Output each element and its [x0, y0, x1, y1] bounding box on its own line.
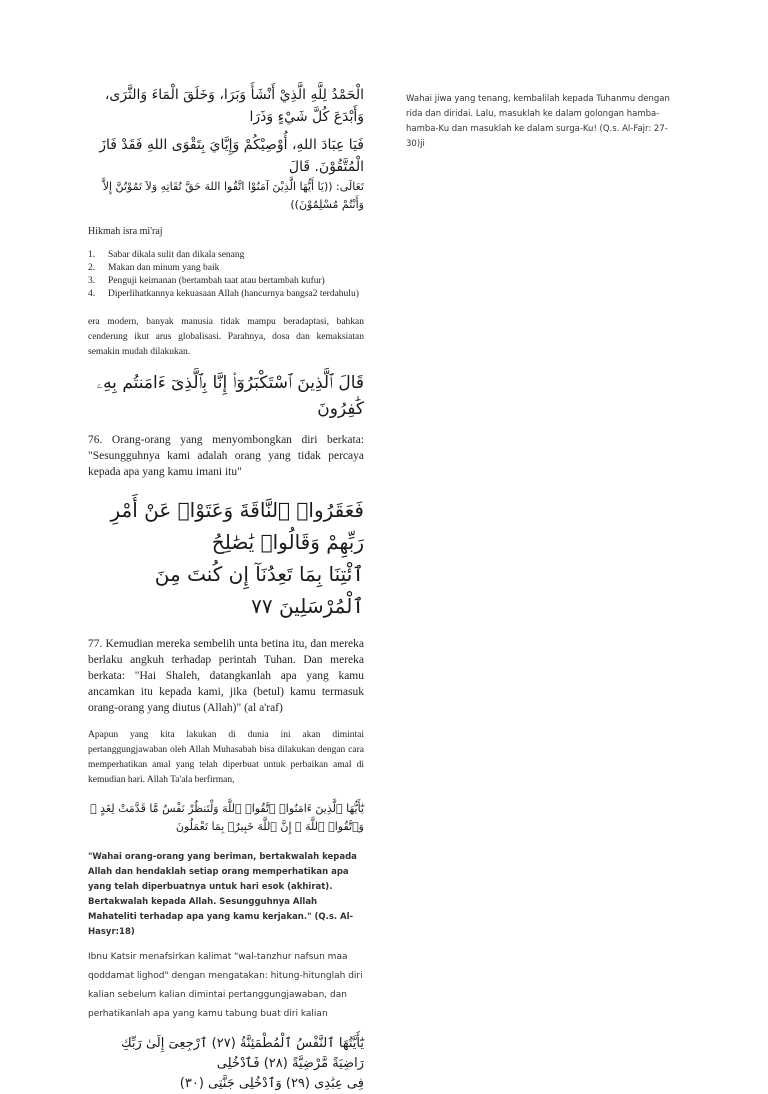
list-number: 1. — [88, 250, 96, 260]
arabic-verse-77-line-2: ٱئْتِنَا بِمَا تَعِدُنَآ إِن كُنتَ مِنَ ٱلْمُرْسَلِينَ ٧٧ — [154, 562, 364, 618]
right-column — [406, 92, 682, 152]
quote-hasyr-18: "Wahai orang-orang yang beriman, bertakwalah kepada Allah dan hendaklah setiap orang memperhatikan apa yang telah diperbuatnya untuk hari esok (akhirat). Bertakwalah kepada Allah. Sesungguhnya Allah Mahateliti terhadap apa yang kamu kerjakan." (Q.s. Al-Hasyr:18) — [88, 852, 357, 937]
arabic-verse-hasyr-18: يَٰٓأَيُّهَا ٱلَّذِينَ ءَامَنُوا۟ ٱتَّقُوا۟ ٱللَّهَ وَلْتَنظُرْ نَفْسٌ مَّا قَدَّمَتْ لِغَدٍ ۖ وَٱتَّقُوا۟ ٱللَّهَ ۚ إِنَّ ٱللَّهَ خَبِيرٌۢ بِمَا تَعْمَلُونَ — [90, 802, 364, 833]
list-item — [88, 275, 364, 288]
list-number: 4. — [88, 289, 96, 299]
arabic-verse-77-line-1: فَعَقَرُوا۟ ٱلنَّاقَةَ وَعَتَوْا۟ عَنْ أَمْرِ رَبِّهِمْ وَقَالُوا۟ يَٰصَٰلِحُ — [110, 498, 364, 554]
list-item — [88, 288, 364, 301]
left-column — [88, 84, 364, 1094]
paragraph-muhasabah: Apapun yang kita lakukan di dunia ini akan dimintai pertanggungjawaban oleh Allah Muhasabah bisa dilakukan dengan cara memperhatikan amal yang telah diperbuat untuk perbaikan amal di kemudian hari. Allah Ta'ala berfirman, — [88, 730, 364, 785]
arabic-verse-fajr-line-2: فِى عِبَٰدِى (٢٩) وَٱدْخُلِى جَنَّتِى (٣٠) — [179, 1076, 364, 1091]
arabic-opening-line-2: فَيَا عِبَادَ اللهِ، أُوْصِيْكُمْ وَإِيَّايَ بِتَقْوَى اللهِ فَقَدْ فَازَ الْمُتَّقُوْنَ. قَالَ — [99, 137, 364, 175]
list-item — [88, 249, 364, 262]
arabic-verse-fajr-line-1: يَٰٓأَيَّتُهَا ٱلنَّفْسُ ٱلْمُطْمَئِنَّةُ (٢٧) ٱرْجِعِىٓ إِلَىٰ رَبِّكِ رَاضِيَةً مَّرْضِيَّةً (٢٨) فَٱدْخُلِى — [120, 1036, 364, 1071]
arabic-opening-line-1: الْحَمْدُ لِلَّهِ الَّذِيْ أَنْشَأَ وَبَرَا، وَخَلَقَ الْمَاءَ وَالثَّرَى، وَأَبْدَعَ كُلَّ شَيْءٍ وَذَرَا — [104, 87, 364, 125]
paragraph-ibnu-katsir: Ibnu Katsir menafsirkan kalimat "wal-tanzhur nafsun maa qoddamat lighod" dengan mengatakan: hitung-hitunglah diri kalian sebelum kalian dimintai pertanggungjawaban, dan perhatikanlah apa yang kamu tabung buat diri kalian — [88, 952, 363, 1019]
list-number: 3. — [88, 276, 96, 286]
list-number: 2. — [88, 263, 96, 273]
arabic-verse-fajr — [88, 1034, 364, 1094]
list-text: Penguji keimanan (bertambah taat atau bertambah kufur) — [108, 276, 325, 286]
paragraph-verse-76: 76. Orang-orang yang menyombongkan diri berkata: "Sesungguhnya kami adalah orang yang tidak percaya kepada apa yang kamu imani itu" — [88, 434, 364, 478]
paragraph-era-modern: era modern, banyak manusia tidak mampu beradaptasi, bahkan cenderung ikut arus globalisasi. Parahnya, dosa dan kemaksiatan semakin mudah dilakukan. — [88, 317, 364, 357]
paragraph-verse-77: 77. Kemudian mereka sembelih unta betina itu, dan mereka berlaku angkuh terhadap perintah Tuhan. Dan mereka berkata: "Hai Shaleh, datangkanlah apa yang kamu ancamkan itu kepada kami, jika (betul) kamu termasuk orang-orang yang diutus (Allah)" (al a'raf) — [88, 638, 364, 714]
arabic-opening-line-3: تَعَالَى: ((يَا أَيُّهَا الَّذِيْنَ آمَنُوْا اتَّقُوا اللهَ حَقَّ تُقَاتِهِ وَلاَ تَمُوْتُنَّ إِلاَّ وَأَنْتُمْ مُسْلِمُوْنَ)) — [102, 180, 364, 211]
arabic-verse-76: قَالَ ٱلَّذِينَ ٱسْتَكْبَرُوٓا۟ إِنَّا بِٱلَّذِىٓ ءَامَنتُم بِهِۦ كَٰفِرُونَ — [96, 373, 364, 419]
arabic-verse-77 — [88, 494, 364, 622]
translation-fajr: Wahai jiwa yang tenang, kembalilah kepada Tuhanmu dengan rida dan diridai. Lalu, masuklah ke dalam golongan hamba-hamba-Ku dan masuklah ke dalam surga-Ku! (Q.s. Al-Fajr: 27-30)ji — [406, 94, 670, 149]
hikmah-heading: Hikmah isra mi'raj — [88, 226, 163, 237]
list-text: Sabar dikala sulit dan dikala senang — [108, 250, 245, 260]
hikmah-list — [88, 249, 364, 301]
list-item — [88, 262, 364, 275]
list-text: Diperlihatkannya kekuasaan Allah (hancurnya bangsa2 terdahulu) — [108, 289, 359, 299]
list-text: Makan dan minum yang baik — [108, 263, 220, 273]
